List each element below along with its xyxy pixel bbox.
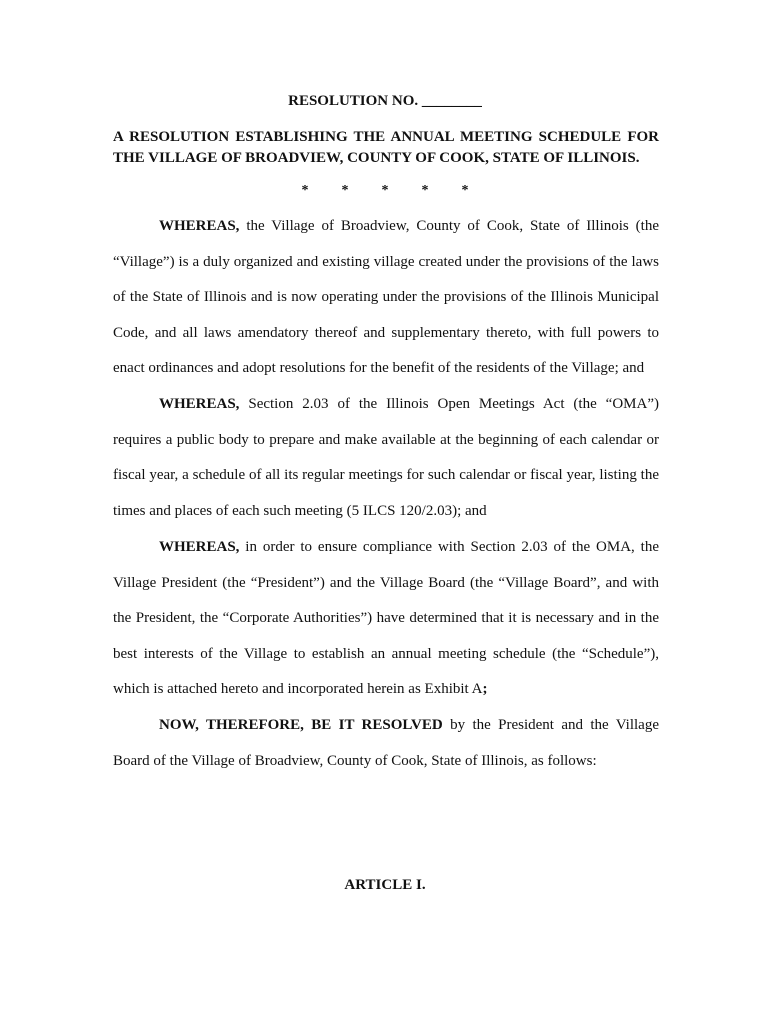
paragraph-lead: WHEREAS,	[159, 396, 240, 412]
separator-star: *	[421, 183, 429, 198]
resolution-number: RESOLUTION NO. ________	[288, 93, 482, 109]
paragraph-text: Section 2.03 of the Illinois Open Meetings Act (the “OMA”) requires a public body to prepare and make available at the beginning of each calendar or fiscal year, a schedule of all its regular meetings for such calendar or fiscal year, listing the times and places of each such meeting (5 ILCS 120/2.03); and	[113, 396, 659, 519]
whereas-paragraph-oma	[113, 387, 659, 529]
paragraph-lead: NOW, THEREFORE, BE IT RESOLVED	[159, 717, 443, 733]
resolved-paragraph	[113, 708, 659, 779]
document-title: A RESOLUTION ESTABLISHING THE ANNUAL MEETING SCHEDULE FOR THE VILLAGE OF BROADVIEW, COUNTY OF COOK, STATE OF ILLINOIS.	[113, 129, 659, 166]
separator-star: *	[461, 183, 469, 198]
paragraph-tail: ;	[482, 681, 488, 698]
paragraph-text: the Village of Broadview, County of Cook, State of Illinois (the “Village”) is a duly organized and existing village created under the provisions of the laws of the State of Illinois and is now operating under the provisions of the Illinois Municipal Code, and all laws amendatory thereof and supplementary thereto, with full powers to enact ordinances and adopt resolutions for the benefit of the residents of the Village; and	[113, 218, 659, 377]
paragraph-text: in order to ensure compliance with Section 2.03 of the OMA, the Village President (the “President”) and the Village Board (the “Village Board”, and with the President, the “Corporate Authorities”) have determined that it is necessary and in the best interests of the Village to establish an annual meeting schedule (the “Schedule”), which is attached hereto and incorporated herein as Exhibit A	[113, 539, 659, 698]
separator-star: *	[381, 183, 389, 198]
paragraph-lead: WHEREAS,	[159, 218, 240, 234]
whereas-paragraph-schedule	[113, 530, 659, 708]
whereas-paragraph-village	[113, 209, 659, 387]
paragraph-lead: WHEREAS,	[159, 539, 240, 555]
article-heading: ARTICLE I.	[344, 877, 426, 893]
separator-star: *	[341, 183, 349, 198]
paragraph-text: by the President and the Village Board of the Village of Broadview, County of Cook, State of Illinois, as follows:	[113, 717, 659, 769]
separator-star: *	[301, 183, 309, 198]
section-separator	[0, 183, 770, 199]
